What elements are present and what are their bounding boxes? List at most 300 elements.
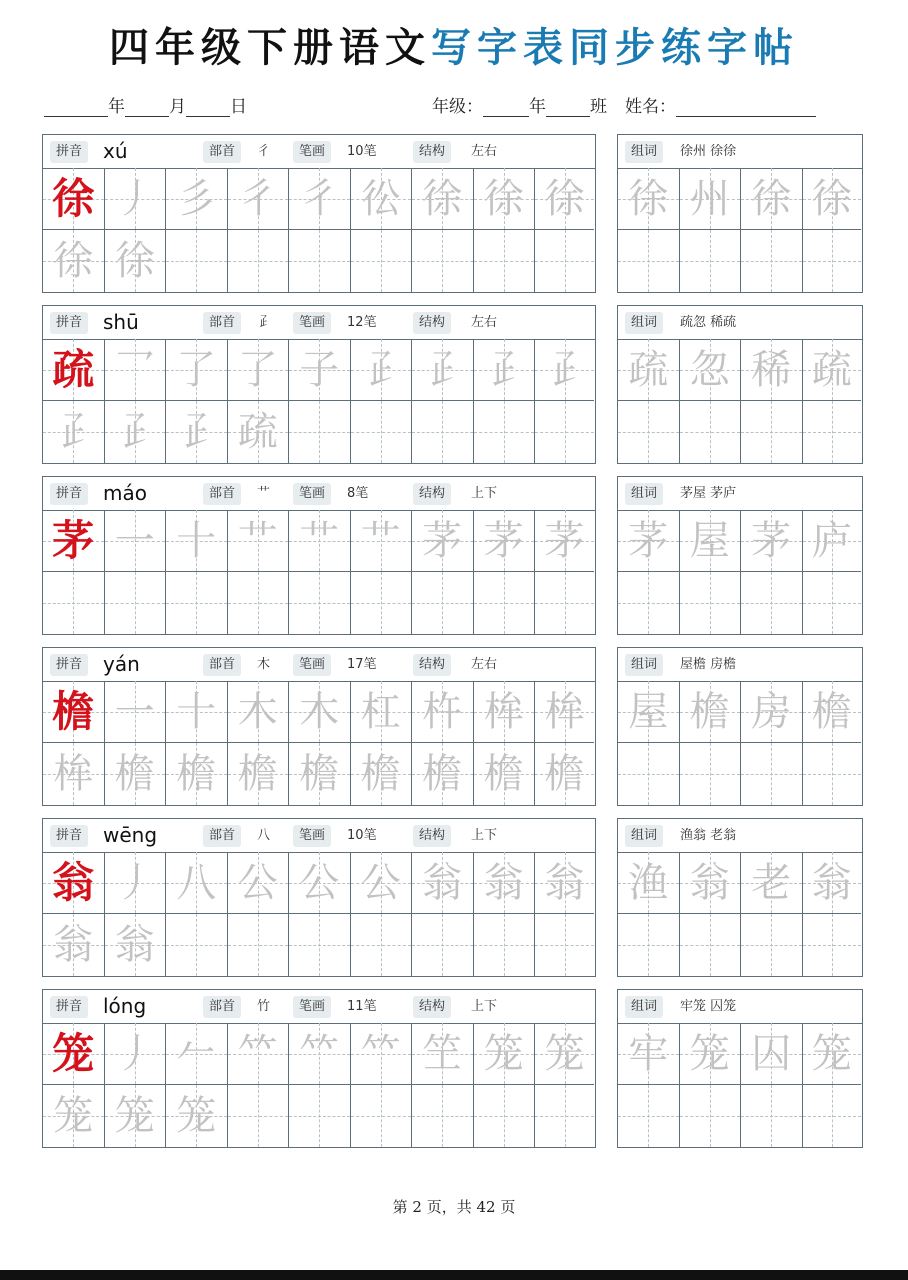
grid-cell[interactable] (43, 230, 105, 292)
stroke-step-char: 𥫗 (360, 1030, 401, 1077)
stroke-step-char: 了 (176, 346, 217, 393)
strokes-label: 笔画 (293, 312, 331, 334)
word-trace-char: 庐 (811, 517, 852, 564)
stroke-step-char: 彳 (299, 175, 340, 222)
grid-cell[interactable] (105, 914, 167, 976)
grid-cell[interactable] (43, 168, 105, 230)
model-char: 疏 (52, 344, 95, 394)
grid-cell[interactable] (228, 1023, 290, 1085)
grid-cell[interactable] (412, 510, 474, 572)
grid-cell[interactable] (803, 510, 862, 572)
stroke-step-char: 𥫗 (237, 1030, 278, 1077)
model-char: 笼 (52, 1028, 95, 1078)
grid-cell[interactable] (618, 168, 680, 230)
grid-cell[interactable] (228, 852, 290, 914)
grid-cell[interactable] (289, 1085, 351, 1147)
grid-cell[interactable] (351, 230, 413, 292)
structure-value: 上下 (471, 828, 498, 843)
title-blue: 写字表同步练字帖 (431, 24, 799, 71)
grid-cell[interactable] (803, 401, 862, 463)
stroke-step-char: 桙 (483, 688, 524, 735)
grid-cell[interactable] (105, 1023, 167, 1085)
grid-cell[interactable] (228, 168, 290, 230)
word-trace-char: 檐 (689, 688, 730, 735)
structure-value: 左右 (471, 144, 498, 159)
word-trace-char: 徐 (751, 175, 792, 222)
radical-value: 𤴔 (257, 315, 271, 330)
model-char: 徐 (52, 173, 95, 223)
grid-cell[interactable] (43, 1023, 105, 1085)
stroke-step-char: 木 (237, 688, 278, 735)
stroke-step-char: 彸 (360, 175, 401, 222)
grid-cell[interactable] (289, 168, 351, 230)
char-card-header (43, 135, 595, 169)
words-value: 屋檐 房檐 (680, 657, 737, 672)
grid-cell[interactable] (474, 401, 536, 463)
grid-cell[interactable] (535, 339, 594, 401)
words-value: 茅屋 茅庐 (680, 486, 737, 501)
words-value: 牢笼 囚笼 (680, 999, 737, 1014)
stroke-step-char: 公 (360, 859, 401, 906)
grid-cell[interactable] (474, 1023, 536, 1085)
grid-cell[interactable] (680, 1085, 742, 1147)
words-label: 组词 (625, 996, 663, 1018)
grid-cell[interactable] (741, 510, 803, 572)
grid-cell[interactable] (289, 572, 351, 634)
word-card-header (618, 135, 862, 169)
grid-cell[interactable] (412, 743, 474, 805)
stroke-step-char: 徐 (483, 175, 524, 222)
grid-cell[interactable] (803, 572, 862, 634)
structure-label: 结构 (413, 312, 451, 334)
grid-cell[interactable] (228, 572, 290, 634)
stroke-step-char: 乛 (114, 346, 155, 393)
grid-cell[interactable] (105, 401, 167, 463)
class-blank[interactable] (546, 96, 590, 117)
stroke-step-char: 彡 (176, 175, 217, 222)
grid-cell[interactable] (618, 1023, 680, 1085)
grid-cell[interactable] (680, 572, 742, 634)
grid-cell[interactable] (166, 168, 228, 230)
year-label: 年 (108, 97, 125, 117)
grid-cell[interactable] (741, 852, 803, 914)
grid-cell[interactable] (166, 852, 228, 914)
grid-cell[interactable] (228, 401, 290, 463)
grid-cell[interactable] (474, 168, 536, 230)
grid-cell[interactable] (228, 743, 290, 805)
word-card (617, 647, 863, 806)
grid-cell[interactable] (474, 914, 536, 976)
grid-cell[interactable] (618, 401, 680, 463)
char-card (42, 305, 596, 464)
grid-cell[interactable] (535, 168, 594, 230)
stroke-step-char: 公 (299, 859, 340, 906)
day-blank[interactable] (186, 96, 230, 117)
stroke-step-char: 木 (299, 688, 340, 735)
pinyin-value: wēng (103, 823, 158, 847)
grid-cell[interactable] (803, 852, 862, 914)
radical-value: 艹 (257, 486, 271, 501)
grid-cell[interactable] (535, 681, 594, 743)
words-label: 组词 (625, 654, 663, 676)
grid-cell[interactable] (741, 572, 803, 634)
grid-cell[interactable] (803, 230, 862, 292)
grid-cell[interactable] (105, 1085, 167, 1147)
day-label: 日 (230, 97, 247, 117)
grid-cell[interactable] (289, 914, 351, 976)
stroke-step-char: 笼 (544, 1030, 585, 1077)
grid-cell[interactable] (228, 681, 290, 743)
grid-cell[interactable] (618, 1085, 680, 1147)
stroke-step-char: 𤴔 (544, 346, 585, 393)
grid-cell[interactable] (741, 914, 803, 976)
structure-label: 结构 (413, 825, 451, 847)
words-label: 组词 (625, 825, 663, 847)
char-card (42, 134, 596, 293)
grid-cell[interactable] (351, 572, 413, 634)
grade-label: 年级： (432, 97, 483, 117)
word-card (617, 989, 863, 1148)
grid-cell[interactable] (412, 852, 474, 914)
grid-cell[interactable] (535, 743, 594, 805)
grid-cell[interactable] (741, 1085, 803, 1147)
grid-cell[interactable] (412, 681, 474, 743)
grid-cell[interactable] (412, 339, 474, 401)
grid-cell[interactable] (803, 681, 862, 743)
grid-cell[interactable] (680, 510, 742, 572)
grid-cell[interactable] (228, 339, 290, 401)
grid-cell[interactable] (741, 743, 803, 805)
grid-cell[interactable] (351, 681, 413, 743)
stroke-step-char: 茅 (483, 517, 524, 564)
trace-char: 檐 (114, 751, 155, 797)
grid-cell[interactable] (289, 1023, 351, 1085)
word-trace-char: 老 (751, 859, 792, 906)
grid-cell[interactable] (228, 914, 290, 976)
grid-cell[interactable] (680, 339, 742, 401)
pinyin-label: 拼音 (50, 312, 88, 334)
stroke-step-char: 丿 (114, 859, 155, 906)
year-blank[interactable] (44, 96, 108, 117)
grid-cell[interactable] (803, 1023, 862, 1085)
word-trace-char: 翁 (811, 859, 852, 906)
trace-char: 笼 (53, 1093, 94, 1139)
grid-cell[interactable] (618, 230, 680, 292)
grid-cell[interactable] (289, 401, 351, 463)
words-value: 徐州 徐徐 (680, 144, 737, 159)
radical-label: 部首 (203, 483, 241, 505)
strokes-label: 笔画 (293, 141, 331, 163)
grid-cell[interactable] (680, 681, 742, 743)
char-card-header (43, 306, 595, 340)
stroke-step-char: 艹 (299, 517, 340, 564)
grid-cell[interactable] (803, 743, 862, 805)
grid-cell[interactable] (535, 852, 594, 914)
trace-char: 笼 (176, 1093, 217, 1139)
grid-cell[interactable] (680, 1023, 742, 1085)
words-label: 组词 (625, 483, 663, 505)
grid-cell[interactable] (741, 168, 803, 230)
trace-char: 檐 (544, 751, 585, 797)
grid-cell[interactable] (43, 743, 105, 805)
words-value: 疏忽 稀疏 (680, 315, 737, 330)
word-trace-char: 稀 (751, 346, 792, 393)
grid-cell[interactable] (618, 681, 680, 743)
grid-cell[interactable] (741, 681, 803, 743)
grid-cell[interactable] (474, 681, 536, 743)
grid-cell[interactable] (351, 852, 413, 914)
grid-cell[interactable] (412, 914, 474, 976)
structure-label: 结构 (413, 654, 451, 676)
structure-label: 结构 (413, 483, 451, 505)
grid-cell[interactable] (105, 168, 167, 230)
model-char: 檐 (52, 686, 95, 736)
month-blank[interactable] (125, 96, 169, 117)
grid-cell[interactable] (43, 510, 105, 572)
grid-cell[interactable] (105, 743, 167, 805)
strokes-label: 笔画 (293, 483, 331, 505)
trace-char: 𤴔 (53, 409, 94, 455)
grade-blank[interactable] (483, 96, 529, 117)
char-card-header (43, 990, 595, 1024)
strokes-value: 10笔 (347, 144, 377, 159)
stroke-step-char: 𠂉 (176, 1030, 217, 1077)
grid-cell[interactable] (166, 914, 228, 976)
stroke-step-char: 𥫗 (299, 1030, 340, 1077)
trace-char: 翁 (114, 922, 155, 968)
stroke-step-char: 彳 (237, 175, 278, 222)
grid-cell[interactable] (43, 1085, 105, 1147)
grid-cell[interactable] (105, 852, 167, 914)
trace-char: 桙 (53, 751, 94, 797)
char-card-header (43, 819, 595, 853)
trace-char: 徐 (114, 238, 155, 284)
grid-cell[interactable] (412, 572, 474, 634)
grid-cell[interactable] (618, 510, 680, 572)
grid-cell[interactable] (351, 914, 413, 976)
grid-cell[interactable] (166, 339, 228, 401)
radical-value: 八 (257, 828, 271, 843)
radical-label: 部首 (203, 825, 241, 847)
word-card (617, 818, 863, 977)
trace-char: 檐 (360, 751, 401, 797)
grid-cell[interactable] (43, 572, 105, 634)
model-char: 茅 (52, 515, 95, 565)
grid-cell[interactable] (105, 230, 167, 292)
grid-cell[interactable] (289, 681, 351, 743)
strokes-label: 笔画 (293, 654, 331, 676)
grid-cell[interactable] (289, 743, 351, 805)
grid-cell[interactable] (166, 1023, 228, 1085)
grid-cell[interactable] (474, 1085, 536, 1147)
grid-cell[interactable] (43, 401, 105, 463)
grid-cell[interactable] (535, 230, 594, 292)
grid-cell[interactable] (351, 1023, 413, 1085)
grid-cell[interactable] (289, 339, 351, 401)
grid-cell[interactable] (166, 510, 228, 572)
grid-cell[interactable] (166, 1085, 228, 1147)
grid-cell[interactable] (474, 572, 536, 634)
grid-cell[interactable] (166, 230, 228, 292)
grid-cell[interactable] (618, 852, 680, 914)
radical-value: 彳 (257, 144, 271, 159)
grid-cell[interactable] (105, 572, 167, 634)
grid-cell[interactable] (535, 401, 594, 463)
grid-cell[interactable] (412, 401, 474, 463)
grid-cell[interactable] (351, 1085, 413, 1147)
grid-cell[interactable] (43, 339, 105, 401)
grid-cell[interactable] (289, 852, 351, 914)
grid-cell[interactable] (803, 339, 862, 401)
word-trace-char: 茅 (628, 517, 669, 564)
trace-char: 檐 (176, 751, 217, 797)
radical-label: 部首 (203, 996, 241, 1018)
word-trace-char: 渔 (628, 859, 669, 906)
stroke-step-char: 公 (237, 859, 278, 906)
word-card-header (618, 648, 862, 682)
grid-cell[interactable] (43, 681, 105, 743)
grid-cell[interactable] (412, 230, 474, 292)
trace-char: 檐 (237, 751, 278, 797)
radical-value: 木 (257, 657, 271, 672)
grid-cell[interactable] (680, 852, 742, 914)
structure-value: 上下 (471, 999, 498, 1014)
grid-cell[interactable] (535, 572, 594, 634)
word-card (617, 476, 863, 635)
student-line (432, 92, 816, 118)
grid-cell[interactable] (43, 914, 105, 976)
date-line (44, 92, 247, 118)
grid-cell[interactable] (680, 230, 742, 292)
grid-cell[interactable] (618, 743, 680, 805)
grid-cell[interactable] (228, 230, 290, 292)
grid-cell[interactable] (680, 168, 742, 230)
stroke-step-char: 杠 (360, 688, 401, 735)
strokes-value: 8笔 (347, 486, 369, 501)
pinyin-label: 拼音 (50, 996, 88, 1018)
stroke-step-char: 一 (114, 517, 155, 564)
name-blank[interactable] (676, 96, 816, 117)
grid-cell[interactable] (803, 168, 862, 230)
radical-label: 部首 (203, 654, 241, 676)
grid-cell[interactable] (105, 339, 167, 401)
grid-cell[interactable] (412, 1023, 474, 1085)
grid-cell[interactable] (680, 743, 742, 805)
grid-cell[interactable] (474, 230, 536, 292)
grid-cell[interactable] (351, 168, 413, 230)
char-card (42, 476, 596, 635)
grid-cell[interactable] (741, 230, 803, 292)
grid-cell[interactable] (535, 914, 594, 976)
stroke-step-char: 八 (176, 859, 217, 906)
stroke-step-char: 艹 (360, 517, 401, 564)
grid-cell[interactable] (618, 914, 680, 976)
grid-cell[interactable] (474, 743, 536, 805)
grid-cell[interactable] (166, 743, 228, 805)
grid-cell[interactable] (474, 852, 536, 914)
page-title (0, 18, 908, 78)
grid-cell[interactable] (43, 852, 105, 914)
trace-char: 疏 (237, 409, 278, 455)
word-trace-char: 翁 (689, 859, 730, 906)
grid-cell[interactable] (166, 572, 228, 634)
grid-cell[interactable] (228, 1085, 290, 1147)
stroke-step-char: 桙 (544, 688, 585, 735)
grid-cell[interactable] (412, 1085, 474, 1147)
grid-cell[interactable] (351, 510, 413, 572)
grid-cell[interactable] (680, 914, 742, 976)
grid-cell[interactable] (105, 510, 167, 572)
grid-cell[interactable] (618, 339, 680, 401)
word-trace-char: 牢 (628, 1030, 669, 1077)
stroke-step-char: 十 (176, 688, 217, 735)
grid-cell[interactable] (105, 681, 167, 743)
grid-cell[interactable] (741, 1023, 803, 1085)
grid-cell[interactable] (351, 339, 413, 401)
grid-cell[interactable] (618, 572, 680, 634)
stroke-step-char: 笼 (483, 1030, 524, 1077)
pinyin-value: máo (103, 481, 147, 505)
stroke-step-char: 笁 (422, 1030, 463, 1077)
stroke-step-char: 翁 (422, 859, 463, 906)
grid-cell[interactable] (289, 510, 351, 572)
grid-cell[interactable] (741, 339, 803, 401)
grid-cell[interactable] (741, 401, 803, 463)
stroke-step-char: 茅 (422, 517, 463, 564)
char-card (42, 647, 596, 806)
word-trace-char: 忽 (689, 346, 730, 393)
grid-cell[interactable] (351, 743, 413, 805)
pinyin-value: shū (103, 310, 139, 334)
grid-cell[interactable] (412, 168, 474, 230)
strokes-label: 笔画 (293, 825, 331, 847)
word-trace-char: 州 (689, 175, 730, 222)
grid-cell[interactable] (535, 1085, 594, 1147)
stroke-step-char: 徐 (422, 175, 463, 222)
word-card-header (618, 819, 862, 853)
grid-cell[interactable] (803, 1085, 862, 1147)
grid-cell[interactable] (535, 510, 594, 572)
word-card-header (618, 306, 862, 340)
grid-cell[interactable] (166, 681, 228, 743)
structure-value: 上下 (471, 486, 498, 501)
grid-cell[interactable] (228, 510, 290, 572)
grid-cell[interactable] (680, 401, 742, 463)
grid-cell[interactable] (351, 401, 413, 463)
stroke-step-char: 翁 (483, 859, 524, 906)
char-card (42, 989, 596, 1148)
structure-value: 左右 (471, 315, 498, 330)
grid-cell[interactable] (166, 401, 228, 463)
trace-char: 檐 (483, 751, 524, 797)
char-card (42, 818, 596, 977)
stroke-step-char: 子 (299, 346, 340, 393)
strokes-value: 17笔 (347, 657, 377, 672)
grid-cell[interactable] (803, 914, 862, 976)
word-trace-char: 茅 (751, 517, 792, 564)
trace-char: 𤴔 (176, 409, 217, 455)
grid-cell[interactable] (289, 230, 351, 292)
stroke-step-char: 茅 (544, 517, 585, 564)
stroke-step-char: 艹 (237, 517, 278, 564)
strokes-value: 10笔 (347, 828, 377, 843)
radical-label: 部首 (203, 312, 241, 334)
grid-cell[interactable] (535, 1023, 594, 1085)
grid-cell[interactable] (474, 339, 536, 401)
grid-cell[interactable] (474, 510, 536, 572)
structure-label: 结构 (413, 996, 451, 1018)
stroke-step-char: 一 (114, 688, 155, 735)
